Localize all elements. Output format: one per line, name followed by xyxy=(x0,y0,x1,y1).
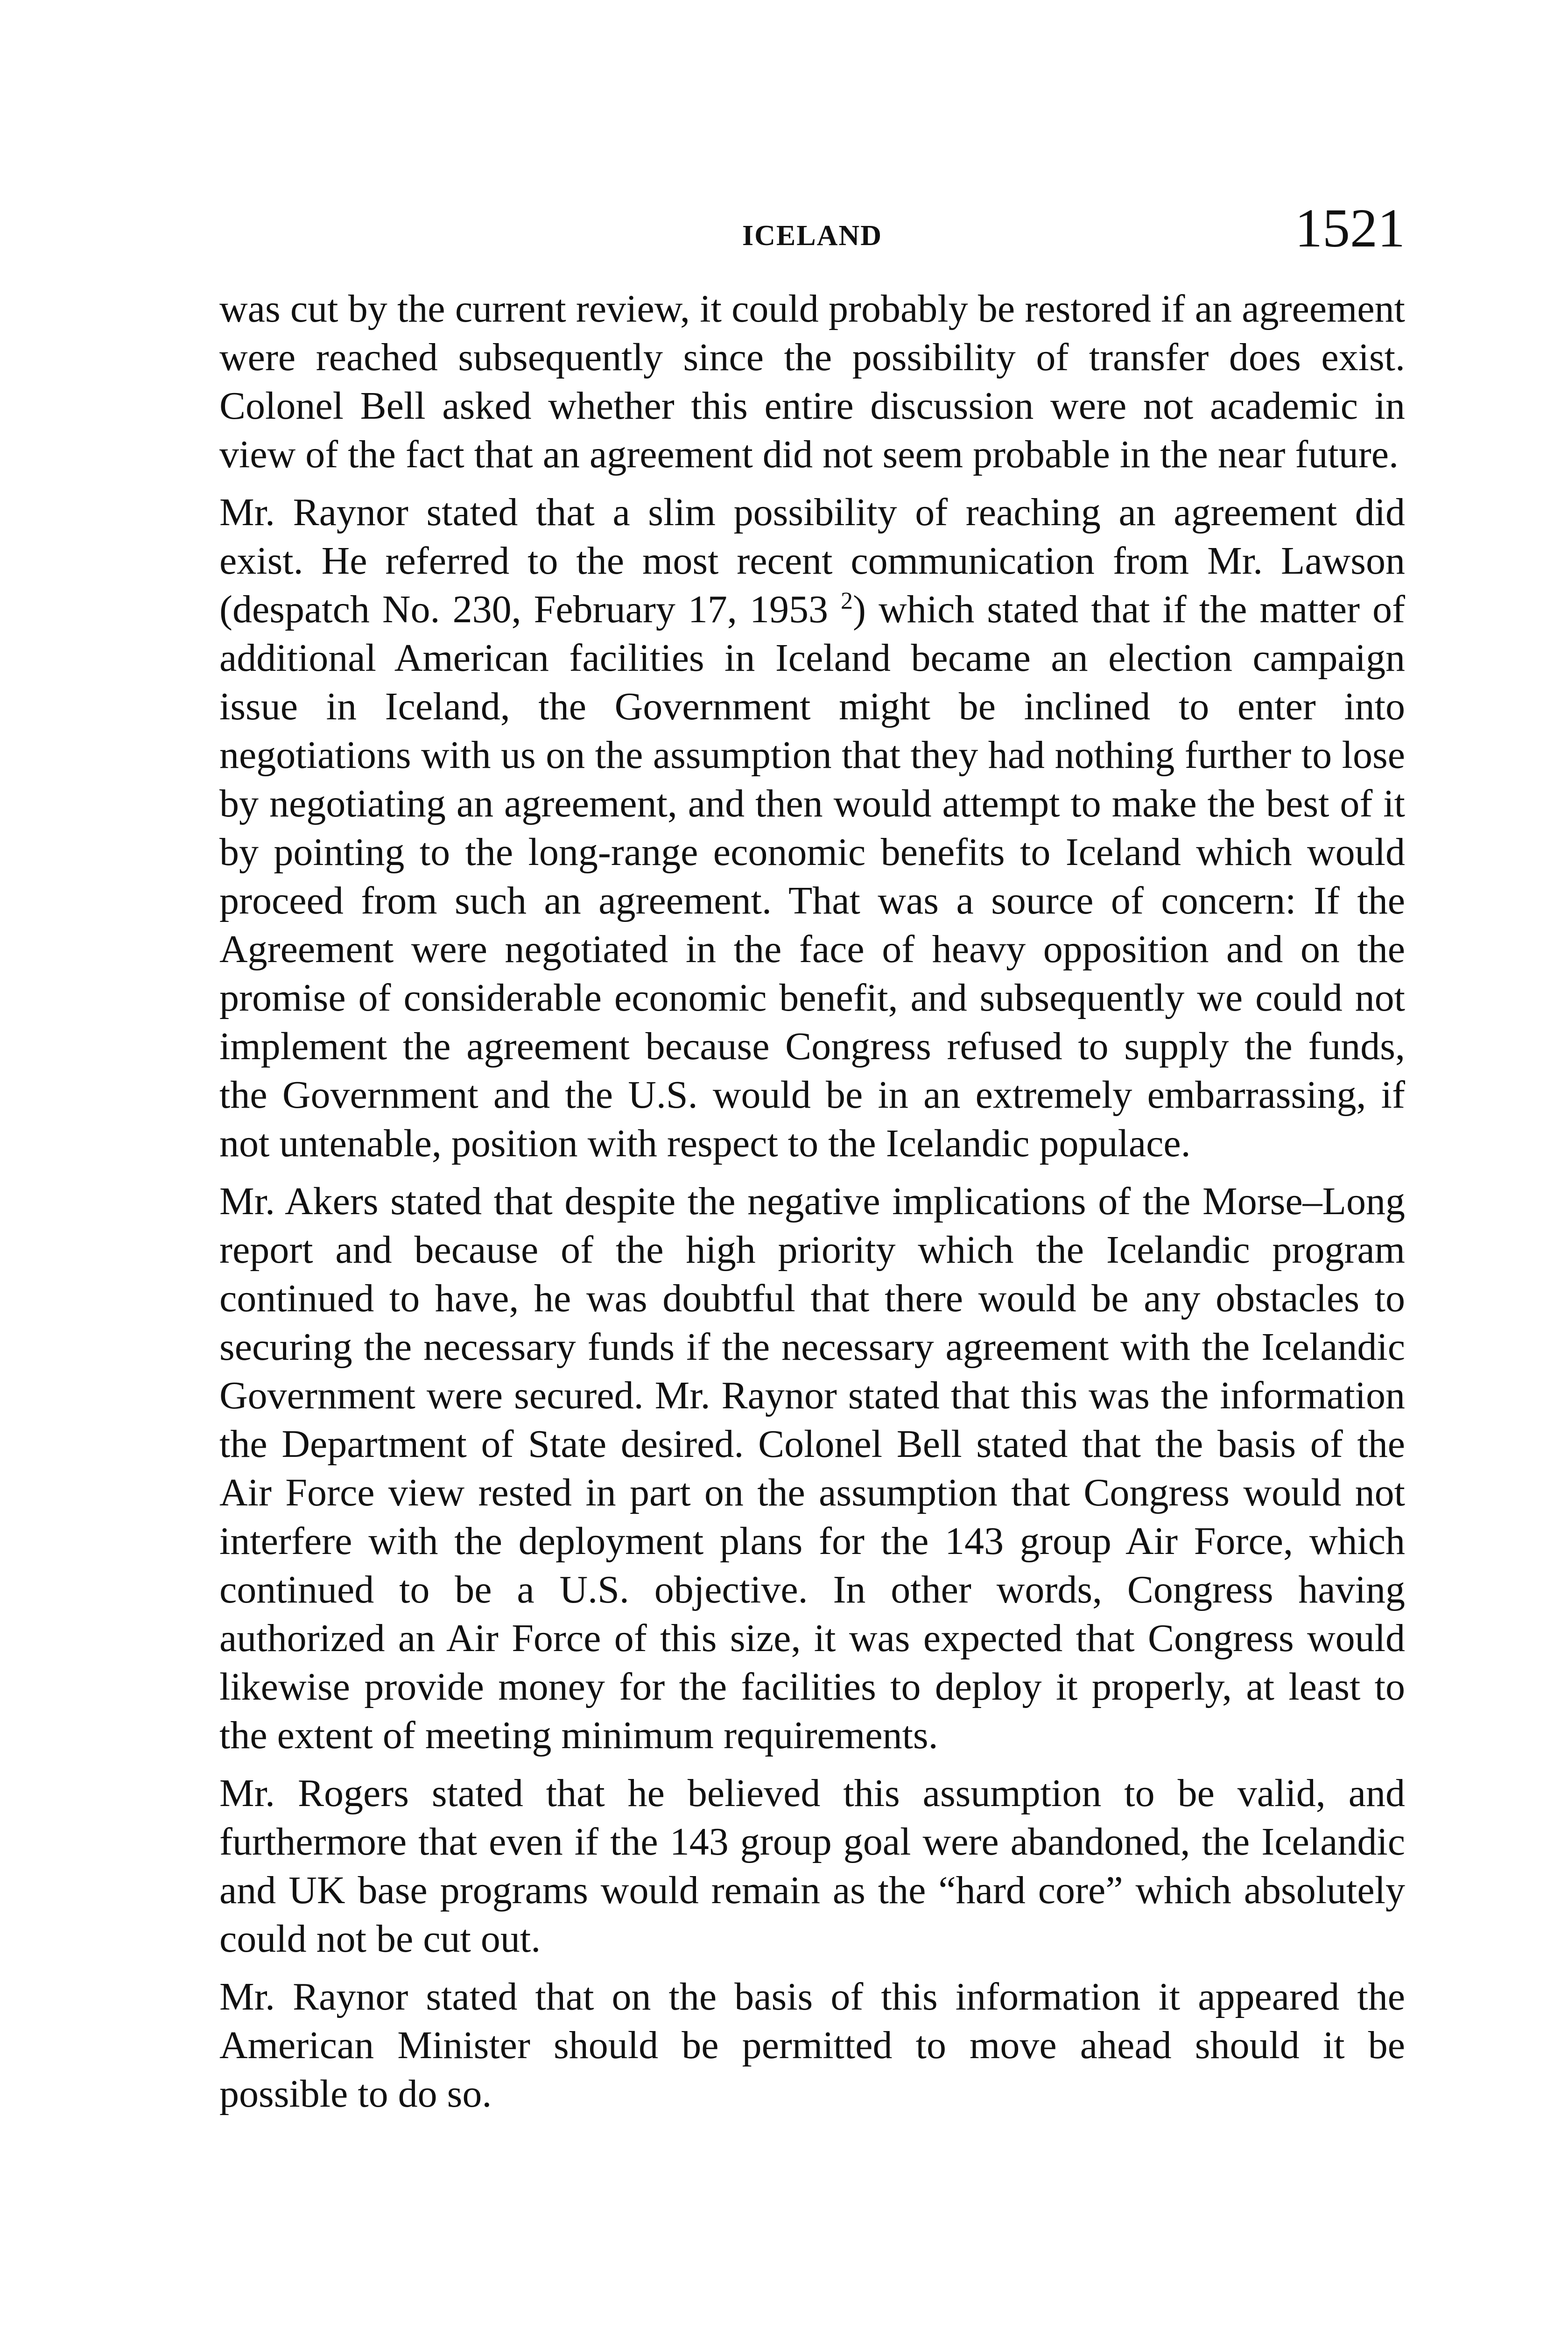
paragraph-3: Mr. Akers stated that despite the negative implications of the Morse–Long report and because of the high priority which the Icelandic program continued to have, he was doubtful that there would be any obstacles to securing the necessary funds if the necessary agreement with the Icelandic Government were secured. Mr. Raynor stated that this was the information the Department of State desired. Colonel Bell stated that the basis of the Air Force view rested in part on the assumption that Congress would not interfere with the deployment plans for the 143 group Air Force, which continued to be a U.S. objective. In other words, Congress having authorized an Air Force of this size, it was expected that Congress would likewise provide money for the facilities to deploy it properly, at least to the extent of meeting minimum requirements. xyxy=(219,1180,1405,1757)
running-title: ICELAND xyxy=(742,220,882,252)
paragraph-2 xyxy=(219,488,1405,1168)
running-head xyxy=(219,197,1405,271)
page-number: 1521 xyxy=(1295,197,1405,259)
paragraph-2-lead: Mr. Raynor stated that a slim possibility of reaching an agreement did exist. He referred to the most recent communication from Mr. Lawson (despatch No. 230, February 17, 1953 xyxy=(219,491,1405,631)
paragraph-1: was cut by the current review, it could probably be restored if an agreement were reached subsequently since the possibility of transfer does exist. Colonel Bell asked whether this entire discussion were not academic in view of the fact that an agreement did not seem probable in the near future. xyxy=(219,287,1405,476)
paragraph-2-rest: which stated that if the matter of additional American facilities in Iceland became an election campaign issue in Iceland, the Government might be inclined to enter into negotiations with us on the assumption that they had nothing further to lose by negotiating an agreement, and then would attempt to make the best of it by pointing to the long-range economic benefits to Iceland which would proceed from such an agreement. That was a source of concern: If the Agreement were negotiated in the face of heavy opposition and on the promise of considerable economic benefit, and subsequently we could not implement the agreement because Congress refused to supply the funds, the Government and the U.S. would be in an extremely embarrassing, if not untenable, position with respect to the Icelandic populace. xyxy=(219,588,1406,1165)
footnote-reference: 2 xyxy=(841,588,853,614)
body-text xyxy=(219,285,1405,2128)
paragraph-5: Mr. Raynor stated that on the basis of this information it appeared the American Minister should be permitted to move ahead should it be possible to do so. xyxy=(219,1975,1405,2116)
paragraph-4: Mr. Rogers stated that he believed this assumption to be valid, and furthermore that even if the 143 group goal were abandoned, the Icelandic and UK base programs would remain as the “hard core” which absolutely could not be cut out. xyxy=(219,1772,1405,1961)
footnote-reference-close: ) xyxy=(853,588,866,631)
